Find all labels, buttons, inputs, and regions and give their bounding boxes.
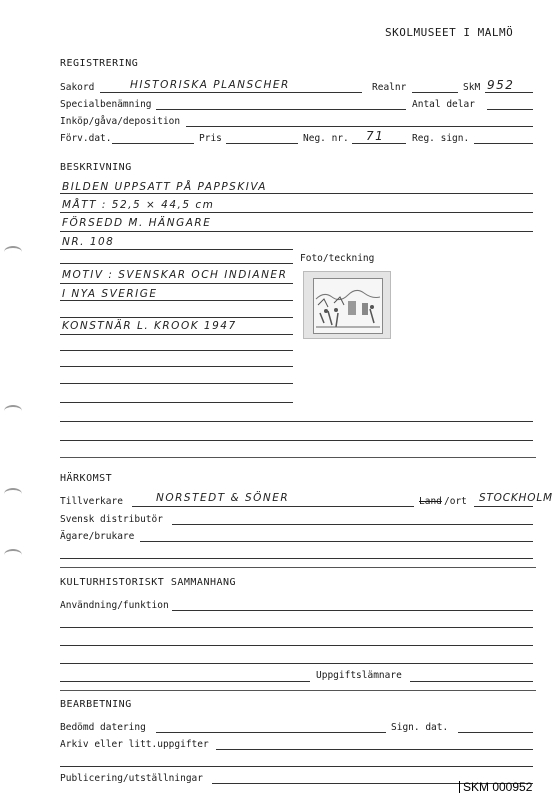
object-photo [303,271,391,339]
blank-line [60,681,310,682]
sakord-line [100,92,362,93]
blank-line [60,402,293,403]
neg-nr-value: 71 [366,129,385,143]
beskrivning-line [60,263,293,264]
inkop-label: Inköp/gåva/deposition [60,116,181,127]
beskrivning-line-3: FÖRSEDD M. HÄNGARE [62,217,212,229]
anvandning-funktion-line [172,610,533,611]
bedomd-datering-line [156,732,386,733]
sakord-value: HISTORISKA PLANSCHER [130,79,290,91]
museum-name: SKOLMUSEET I MALMÖ [385,26,514,39]
neg-nr-label: Neg. nr. [303,133,349,144]
punch-hole [4,549,22,561]
konstnar-value: KONSTNÄR L. KROOK 1947 [62,320,237,332]
tillverkare-label: Tillverkare [60,496,123,507]
specialbenamning-line [156,109,406,110]
motiv-line [60,300,293,301]
blank-line [60,350,293,351]
reg-sign-line [474,143,533,144]
forv-dat-line [112,143,194,144]
beskrivning-line [60,249,293,250]
realnr-line [412,92,458,93]
photo-image [313,278,383,334]
section-beskrivning: BESKRIVNING [60,162,132,173]
motiv-line [60,283,293,284]
svensk-distributor-label: Svensk distributör [60,514,163,525]
section-divider [60,567,536,568]
blank-line [60,440,533,441]
photo-sketch [314,279,382,333]
konstnar-line [60,334,293,335]
specialbenamning-label: Specialbenämning [60,99,152,110]
sign-dat-label: Sign. dat. [391,722,449,733]
skm-line [485,92,533,93]
arkiv-label: Arkiv eller litt.uppgifter [60,739,209,750]
arkiv-line [216,749,533,750]
foto-teckning-label: Foto/teckning [300,253,375,264]
beskrivning-line [60,212,533,213]
antal-delar-line [487,109,533,110]
blank-line [60,627,533,628]
ort-label: /ort [444,496,467,507]
inkop-line [186,126,533,127]
antal-delar-label: Antal delar [412,99,475,110]
realnr-label: Realnr [372,82,407,93]
motiv-line-1: MOTIV : SVENSKAR OCH INDIANER [62,269,288,281]
section-registrering: REGISTRERING [60,58,139,69]
reg-sign-label: Reg. sign. [412,133,470,144]
beskrivning-line [60,193,533,194]
land-label: Land [419,496,442,507]
punch-hole [4,405,22,417]
sakord-label: Sakord [60,82,95,93]
ort-line [474,506,533,507]
inventory-stamp: SKM 000952 [459,781,532,793]
pris-line [226,143,298,144]
uppgiftslamnare-line [410,681,533,682]
anvandning-funktion-label: Användning/funktion [60,600,169,611]
blank-line [60,383,293,384]
beskrivning-line [60,231,533,232]
beskrivning-line-1: BILDEN UPPSATT PÅ PAPPSKIVA [62,181,267,193]
blank-line [60,366,293,367]
beskrivning-line-2: MÅTT : 52,5 × 44,5 cm [62,199,215,211]
blank-line [60,766,533,767]
tillverkare-value: NORSTEDT & SÖNER [156,492,290,504]
skm-label: SkM [463,82,481,93]
beskrivning-line-4: NR. 108 [62,236,115,248]
blank-line [60,317,293,318]
forv-dat-label: Förv.dat. [60,133,112,144]
punch-hole [4,488,22,500]
ort-value: STOCKHOLM [479,492,553,504]
neg-nr-line [352,143,406,144]
skm-value: 952 [487,78,515,92]
sign-dat-line [458,732,533,733]
section-kulturhistoriskt: KULTURHISTORISKT SAMMANHANG [60,577,237,588]
blank-line [60,645,533,646]
agare-brukare-label: Ägare/brukare [60,531,135,542]
uppgiftslamnare-label: Uppgiftslämnare [316,670,402,681]
publicering-label: Publicering/utställningar [60,773,203,784]
motiv-line-2: I NYA SVERIGE [62,288,158,300]
bedomd-datering-label: Bedömd datering [60,722,146,733]
section-divider [60,690,536,691]
section-bearbetning: BEARBETNING [60,699,132,710]
section-harkomst: HÄRKOMST [60,473,113,484]
blank-line [60,663,533,664]
pris-label: Pris [199,133,222,144]
blank-line [60,558,533,559]
punch-hole [4,246,22,258]
blank-line [60,421,533,422]
svensk-distributor-line [172,524,533,525]
agare-brukare-line [140,541,533,542]
tillverkare-line [132,506,414,507]
section-divider [60,457,536,458]
